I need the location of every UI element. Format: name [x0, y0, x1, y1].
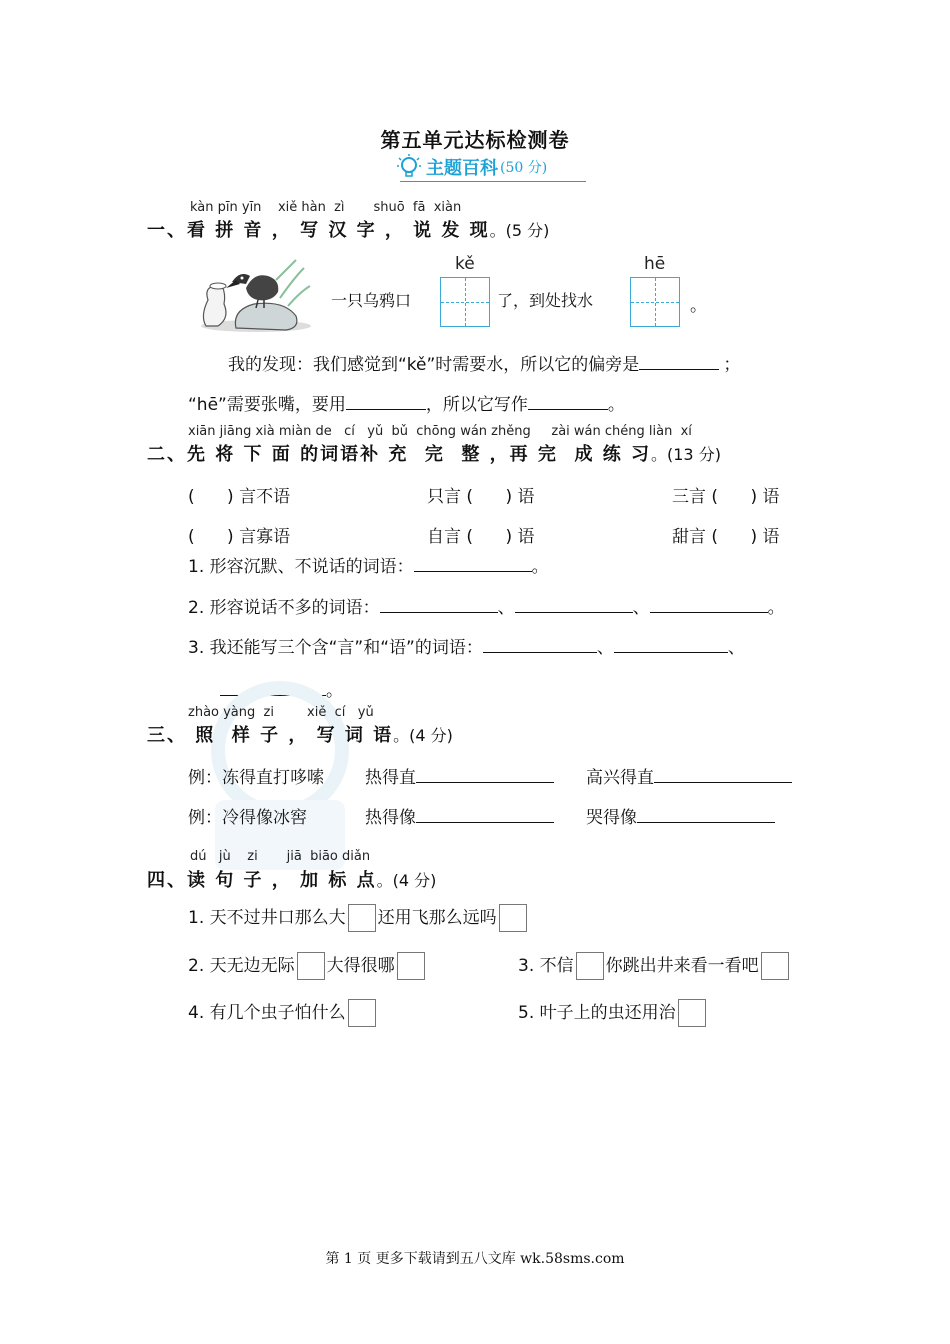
q3-example-1: 例：冻得直打哆嗦 [188, 768, 324, 788]
q2-item-2-sep-1: 、 [497, 598, 515, 618]
q1-answer-box-1[interactable] [440, 277, 490, 327]
q1-finding-1-end: ； [723, 355, 741, 375]
q3-example-2: 例：冷得像冰窖 [188, 808, 307, 828]
q2-item-3 [188, 633, 745, 658]
q4-score: 。(4 分) [376, 871, 437, 890]
q1-writeas-blank[interactable] [528, 393, 608, 410]
q1-heading [147, 216, 549, 242]
q1-heading-text: 一、看 拼 音 ， 写 汉 字 ， 说 发 现 [147, 220, 490, 241]
q4-s2b: 大得很哪 [326, 956, 395, 976]
theme-label: 主题百科 [426, 158, 498, 179]
q2-item-2 [188, 593, 785, 618]
page-title: 第五单元达标检测卷 [380, 128, 570, 152]
q1-radical-blank[interactable] [639, 353, 719, 370]
q3-heading-text: 三、 照 样 子 ， 写 词 语 [147, 725, 394, 746]
q2-item-1-blank[interactable] [414, 555, 532, 572]
theme-points: (50 分) [500, 160, 548, 176]
q4-s3-box-2[interactable] [761, 952, 789, 980]
theme-underline [400, 181, 586, 182]
q4-sentence-2 [188, 951, 427, 980]
q4-s5: 5. 叶子上的虫还用治 [518, 1003, 676, 1023]
q3-heading [147, 721, 453, 747]
q1-answer-box-2[interactable] [630, 277, 680, 327]
q2-idiom-5[interactable]: 自言 ( ) 语 [427, 527, 535, 547]
q1-pinyin: kàn pīn yīn xiě hàn zì shuō fā xiàn [190, 200, 462, 215]
q1-finding-1-text: 我的发现：我们感觉到“kě”时需要水，所以它的偏旁是 [228, 355, 640, 375]
q3-score: 。(4 分) [393, 726, 453, 745]
q1-finding-2a: “hē”需要张嘴，要用 [188, 395, 346, 415]
q2-item-3-text: 3. 我还能写三个含“言”和“语”的词语： [188, 638, 483, 658]
q2-idiom-3[interactable]: 三言 ( ) 语 [672, 487, 780, 507]
q2-idiom-1[interactable]: ( ) 言不语 [188, 487, 291, 507]
q2-idiom-4[interactable]: ( ) 言寡语 [188, 527, 291, 547]
q4-s2-box-2[interactable] [397, 952, 425, 980]
q3-ex1-a [365, 763, 554, 788]
q1-sentence-b: 了，到处找水 [497, 291, 594, 310]
q3-ex1-b [586, 763, 792, 788]
q2-idiom-2[interactable]: 只言 ( ) 语 [427, 487, 535, 507]
q2-item-2-text: 2. 形容说话不多的词语： [188, 598, 380, 618]
q2-item-2-blank-2[interactable] [515, 596, 633, 613]
q4-s1b: 还用飞那么远吗 [377, 908, 497, 928]
q3-ex2-a-blank[interactable] [416, 806, 554, 823]
lightbulb-icon [396, 153, 422, 181]
q4-s2-box-1[interactable] [297, 952, 325, 980]
q4-sentence-5 [518, 998, 708, 1027]
q2-item-2-sep-2: 、 [632, 598, 650, 618]
q4-s1a: 1. 天不过井口那么大 [188, 908, 346, 928]
q4-s4: 4. 有几个虫子怕什么 [188, 1003, 346, 1023]
q1-score: 。(5 分) [489, 221, 550, 240]
q4-s1-box-1[interactable] [348, 904, 376, 932]
q1-sentence-c: 。 [690, 296, 707, 316]
q2-item-3-sep-2: 、 [727, 638, 745, 658]
q1-mouth-blank[interactable] [346, 393, 426, 410]
q2-heading-text: 二、先 将 下 面 的词语补 充 完 整 ，再 完 成 练 习 [147, 444, 651, 465]
crow-pitcher-illustration [196, 258, 314, 334]
q4-sentence-3 [518, 951, 791, 980]
q2-item-3-blank-2[interactable] [614, 636, 728, 653]
q3-ex2-b-text: 哭得像 [586, 808, 637, 828]
page-footer: 第 1 页 更多下载请到五八文库 wk.58sms.com [325, 1251, 625, 1267]
q1-box1-pinyin: kě [455, 254, 475, 274]
q2-item-2-blank-1[interactable] [380, 596, 498, 613]
q4-heading-text: 四、读 句 子 ， 加 标 点 [147, 870, 377, 891]
q4-s3-box-1[interactable] [576, 952, 604, 980]
q3-ex1-a-blank[interactable] [416, 766, 554, 783]
theme-banner [396, 152, 547, 182]
q4-s3b: 你跳出井来看一看吧 [605, 956, 759, 976]
q4-pinyin: dú jù zi jiā biāo diǎn [190, 849, 371, 864]
q2-item-2-blank-3[interactable] [650, 596, 768, 613]
q3-ex2-a [365, 803, 554, 828]
q1-finding-2c: 。 [607, 395, 625, 415]
q1-finding-1 [228, 350, 740, 375]
q2-pinyin: xiān jiāng xià miàn de cí yǔ bǔ chōng wán zhěng zài wán chéng liàn xí [188, 424, 692, 439]
q3-ex2-b [586, 803, 775, 828]
q4-s5-box[interactable] [678, 999, 706, 1027]
q4-s4-box[interactable] [348, 999, 376, 1027]
q2-item-3-blank-1[interactable] [483, 636, 597, 653]
q2-item-3-sep-1: 、 [596, 638, 614, 658]
q2-heading [147, 440, 721, 466]
q3-ex1-a-text: 热得直 [365, 768, 416, 788]
q3-ex2-b-blank[interactable] [637, 806, 775, 823]
q1-sentence-a: 一只乌鸦口 [331, 291, 412, 310]
q1-box2-pinyin: hē [644, 254, 666, 274]
q4-sentence-1 [188, 903, 529, 932]
q1-finding-2 [188, 390, 625, 415]
q4-s2a: 2. 天无边无际 [188, 956, 295, 976]
q3-ex2-a-text: 热得像 [365, 808, 416, 828]
q4-s1-box-2[interactable] [499, 904, 527, 932]
q3-ex1-b-blank[interactable] [654, 766, 792, 783]
q3-ex1-b-text: 高兴得直 [586, 768, 654, 788]
q2-idiom-6[interactable]: 甜言 ( ) 语 [672, 527, 780, 547]
q4-s3a: 3. 不信 [518, 956, 574, 976]
q2-item-1-text: 1. 形容沉默、不说话的词语： [188, 557, 414, 577]
q1-finding-2b: ，所以它写作 [425, 395, 528, 415]
q2-score: 。(13 分) [651, 445, 721, 464]
q2-item-2-end: 。 [767, 598, 785, 618]
q2-item-1-end: 。 [531, 557, 549, 577]
q3-pinyin: zhào yàng zi xiě cí yǔ [188, 705, 374, 720]
q4-sentence-4 [188, 998, 378, 1027]
q2-item-1 [188, 552, 549, 577]
q2-item-3-end: 。 [326, 681, 343, 701]
q4-heading [147, 866, 436, 892]
